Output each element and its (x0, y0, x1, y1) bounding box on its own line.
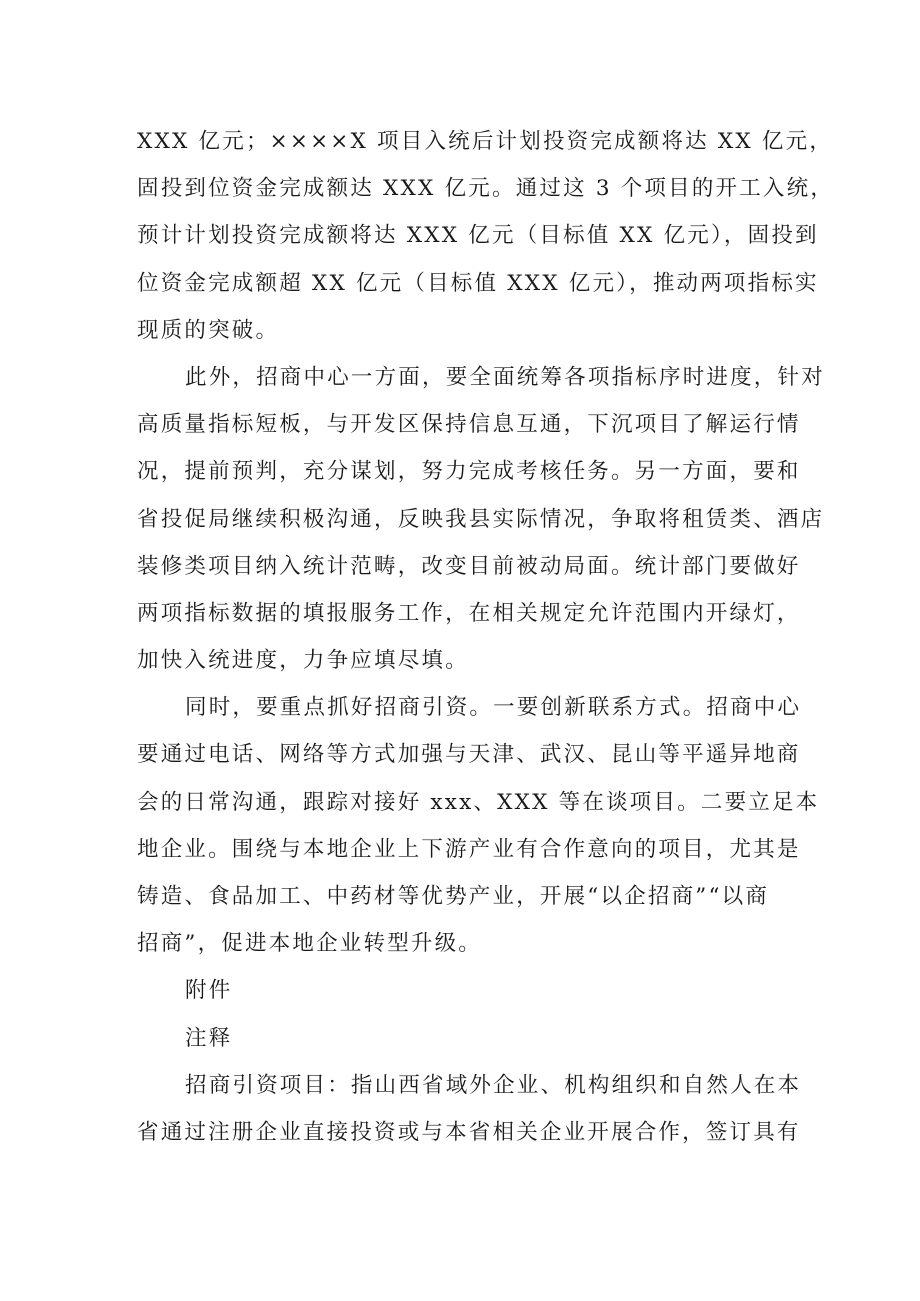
paragraph-investment-center-tasks (137, 354, 825, 684)
text-line: 同时，要重点抓好招商引资。一要创新联系方式。招商中心 (185, 695, 802, 721)
text-line: 省投促局继续积极沟通，反映我县实际情况，争取将租赁类、酒店 (137, 506, 825, 532)
text-line: 装修类项目纳入统计范畴，改变目前被动局面。统计部门要做好 (137, 553, 801, 579)
notes-heading: 注释 (185, 1025, 233, 1051)
text-line: 省通过注册企业直接投资或与本省相关企业开展合作，签订具有 (137, 1119, 801, 1145)
text-line: 此外，招商中心一方面，要全面统筹各项指标序时进度，针对 (185, 364, 825, 390)
text-line: 预计计划投资完成额将达 XXX 亿元（目标值 XX 亿元），固投到 (137, 223, 819, 249)
attachment-heading: 附件 (185, 978, 233, 1004)
text-line: 要通过电话、网络等方式加强与天津、武汉、昆山等平遥异地商 (137, 742, 801, 768)
text-line: 两项指标数据的填报服务工作，在相关规定允许范围内开绿灯， (137, 600, 801, 626)
document-body (137, 118, 835, 1156)
text-line: 高质量指标短板，与开发区保持信息互通，下沉项目了解运行情 (137, 412, 801, 438)
text-line: 招商引资项目：指山西省域外企业、机构组织和自然人在本 (185, 1072, 802, 1098)
text-line: 现质的突破。 (137, 317, 280, 343)
text-line: XXX 亿元；××××X 项目入统后计划投资完成额将达 XX 亿元， (137, 129, 834, 154)
paragraph-definition (137, 1062, 802, 1156)
text-line: 固投到位资金完成额达 XXX 亿元。通过这 3 个项目的开工入统， (137, 176, 835, 202)
text-line: 地企业。围绕与本地企业上下游产业有合作意向的项目，尤其是 (137, 836, 801, 862)
text-line: 会的日常沟通，跟踪对接好 xxx、XXX 等在谈项目。二要立足本 (137, 789, 820, 815)
text-line: 招商”，促进本地企业转型升级。 (137, 931, 482, 957)
text-line: 加快入统进度，力争应填尽填。 (137, 648, 469, 674)
paragraph-investment-targets (137, 118, 835, 354)
text-line: 况，提前预判，充分谋划，努力完成考核任务。另一方面，要和 (137, 459, 801, 485)
paragraph-attract-investment (137, 684, 820, 967)
text-line: 铸造、食品加工、中药材等优势产业，开展“以企招商”“以商 (137, 884, 770, 909)
text-line: 位资金完成额超 XX 亿元（目标值 XXX 亿元），推动两项指标实 (137, 270, 819, 296)
